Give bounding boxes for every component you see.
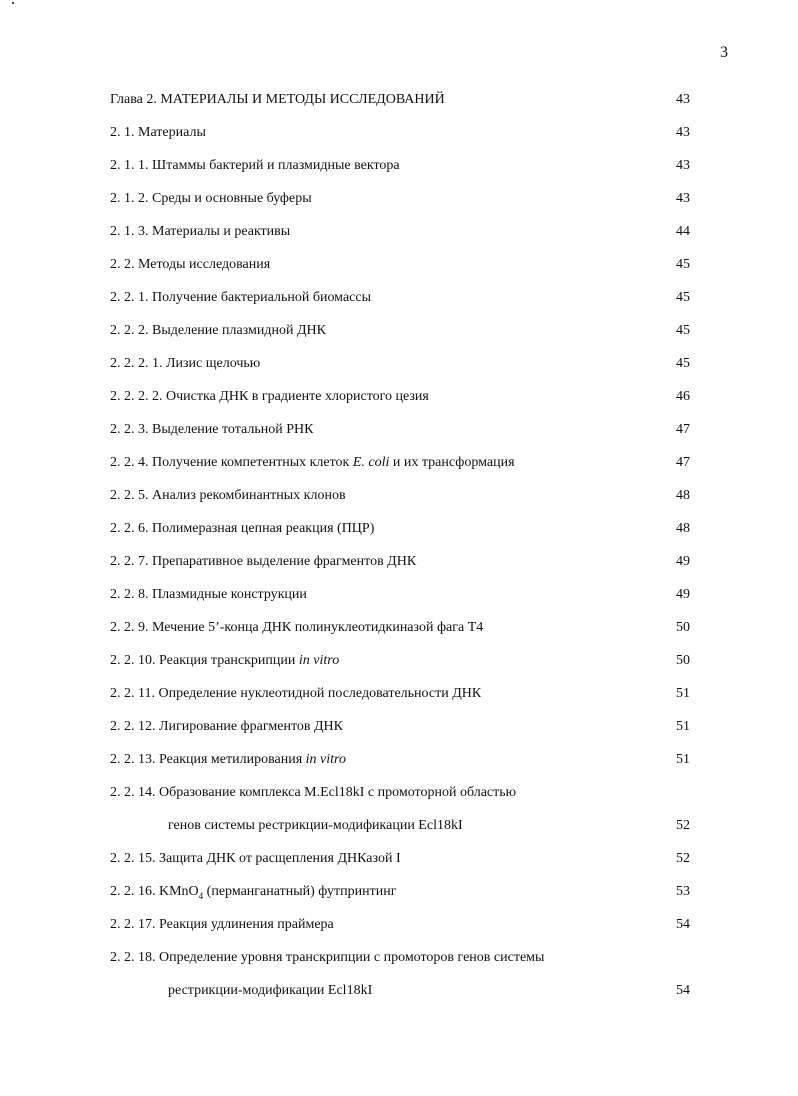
toc-entry-title-text: 2. 2. 13. Реакция метилирования: [110, 752, 306, 767]
toc-entry-page: 43: [676, 92, 690, 107]
toc-entry: [0, 125, 798, 147]
toc-entry: [0, 422, 798, 444]
toc-entry: [0, 191, 798, 213]
toc-entry-page: 49: [676, 554, 690, 569]
toc-entry-title: 2. 2. Методы исследования: [110, 257, 271, 272]
toc-entry-page: 52: [676, 818, 690, 833]
toc-entry-title: 2. 2. 1. Получение бактериальной биомассы: [110, 290, 371, 305]
toc-entry-page: 45: [676, 257, 690, 272]
toc-entry-title: [110, 455, 515, 471]
toc-entry-title: 2. 2. 17. Реакция удлинения праймера: [110, 917, 334, 932]
toc-entry-title: 2. 2. 12. Лигирование фрагментов ДНК: [110, 719, 344, 734]
toc-entry: [0, 389, 798, 411]
toc-entry-title-text: и их трансформация: [389, 455, 515, 470]
toc-entry-title: 2. 2. 5. Анализ рекомбинантных клонов: [110, 488, 346, 503]
toc-entry-title-continuation: рестрикции-модификации Ecl18kI: [168, 983, 373, 998]
toc-entry-title-text: (перманганатный) футпринтинг: [203, 884, 397, 899]
toc-entry-page: 54: [676, 917, 690, 932]
toc-entry: [0, 455, 798, 477]
toc-entry-page: 43: [676, 158, 690, 173]
toc-entry-title: 2. 2. 3. Выделение тотальной РНК: [110, 422, 314, 437]
toc-entry-title: 2. 1. 3. Материалы и реактивы: [110, 224, 291, 239]
toc-entry-page: 44: [676, 224, 690, 239]
toc-entry-title: 2. 2. 2. Выделение плазмидной ДНК: [110, 323, 326, 338]
toc-entry-page: 50: [676, 620, 690, 635]
toc-entry: [0, 587, 798, 609]
toc-entry-title-text: 2. 2. 4. Получение компетентных клеток: [110, 455, 353, 470]
toc-entry-title: [110, 752, 346, 768]
toc-entry-title-text: 2. 2. 10. Реакция транскрипции: [110, 653, 299, 668]
toc-entry: [0, 554, 798, 576]
toc-entry-title: 2. 2. 8. Плазмидные конструкции: [110, 587, 307, 602]
toc-entry-page: 52: [676, 851, 690, 866]
toc-entry-title: 2. 2. 7. Препаративное выделение фрагментов ДНК: [110, 554, 417, 569]
toc-entry: [0, 356, 798, 378]
toc-entry-title: 2. 1. 2. Среды и основные буферы: [110, 191, 312, 206]
toc-entry: [0, 323, 798, 345]
toc-entry-page: 47: [676, 455, 690, 470]
scan-speck: [12, 2, 14, 4]
italic-term: in vitro: [305, 752, 346, 767]
toc-entry: [0, 950, 798, 972]
toc-entry: [0, 257, 798, 279]
toc-entry-title: 2. 2. 6. Полимеразная цепная реакция (ПЦР): [110, 521, 375, 536]
toc-entry: [0, 719, 798, 741]
toc-entry: [0, 290, 798, 312]
toc-entry-page: 51: [676, 752, 690, 767]
toc-entry: [0, 224, 798, 246]
toc-entry-title-continuation: генов системы рестрикции-модификации Ecl18kI: [168, 818, 463, 833]
chemical-subscript: 4: [198, 890, 204, 901]
toc-entry-page: 51: [676, 719, 690, 734]
toc-entry-page: 45: [676, 290, 690, 305]
toc-entry-page: 53: [676, 884, 690, 899]
toc-entry: [0, 620, 798, 642]
toc-entry-page: 46: [676, 389, 690, 404]
toc-entry: [0, 884, 798, 906]
toc-entry-continuation: [0, 818, 798, 840]
toc-entry-title: 2. 2. 15. Защита ДНК от расщепления ДНКазой I: [110, 851, 401, 866]
toc-entry-title: Глава 2. МАТЕРИАЛЫ И МЕТОДЫ ИССЛЕДОВАНИЙ: [110, 92, 445, 107]
toc-entry-title: 2. 1. 1. Штаммы бактерий и плазмидные вектора: [110, 158, 400, 173]
toc-entry-page: 45: [676, 356, 690, 371]
toc-entry-page: 48: [676, 488, 690, 503]
toc-entry: [0, 92, 798, 114]
toc-entry-page: 43: [676, 191, 690, 206]
toc-entry: [0, 917, 798, 939]
toc-entry-title: [110, 653, 339, 669]
toc-entry: [0, 158, 798, 180]
toc-entry-page: 43: [676, 125, 690, 140]
toc-entry-title: 2. 2. 2. 1. Лизис щелочью: [110, 356, 261, 371]
toc-entry-title: 2. 1. Материалы: [110, 125, 206, 140]
toc-entry: [0, 521, 798, 543]
toc-entry-page: 49: [676, 587, 690, 602]
toc-entry: [0, 752, 798, 774]
toc-entry: [0, 851, 798, 873]
italic-term: in vitro: [298, 653, 340, 668]
toc-entry-page: 50: [676, 653, 690, 668]
toc-entry-page: 47: [676, 422, 690, 437]
toc-entry-page: 51: [676, 686, 690, 701]
toc-entry-title: 2. 2. 2. 2. Очистка ДНК в градиенте хлористого цезия: [110, 389, 429, 404]
page-number: 3: [720, 44, 728, 61]
toc-entry: [0, 785, 798, 807]
toc-entry: [0, 686, 798, 708]
toc-entry-title: 2. 2. 18. Определение уровня транскрипции с промоторов генов системы: [110, 950, 545, 965]
toc-entry: [0, 488, 798, 510]
toc-entry-page: 48: [676, 521, 690, 536]
toc-entry-page: 54: [676, 983, 690, 998]
toc-entry-continuation: [0, 983, 798, 1005]
toc-entry: [0, 653, 798, 675]
toc-entry-page: 45: [676, 323, 690, 338]
toc-entry-title-text: 2. 2. 16. KMnO: [110, 884, 199, 899]
toc-entry-title: 2. 2. 11. Определение нуклеотидной последовательности ДНК: [110, 686, 482, 701]
toc-entry-title: 2. 2. 9. Мечение 5’-конца ДНК полинуклеотидкиназой фага Т4: [110, 620, 484, 635]
toc-entry-title: 2. 2. 14. Образование комплекса M.Ecl18kI с промоторной областью: [110, 785, 517, 800]
toc-entry-title: [110, 884, 396, 901]
species-name: E. coli: [352, 455, 390, 470]
